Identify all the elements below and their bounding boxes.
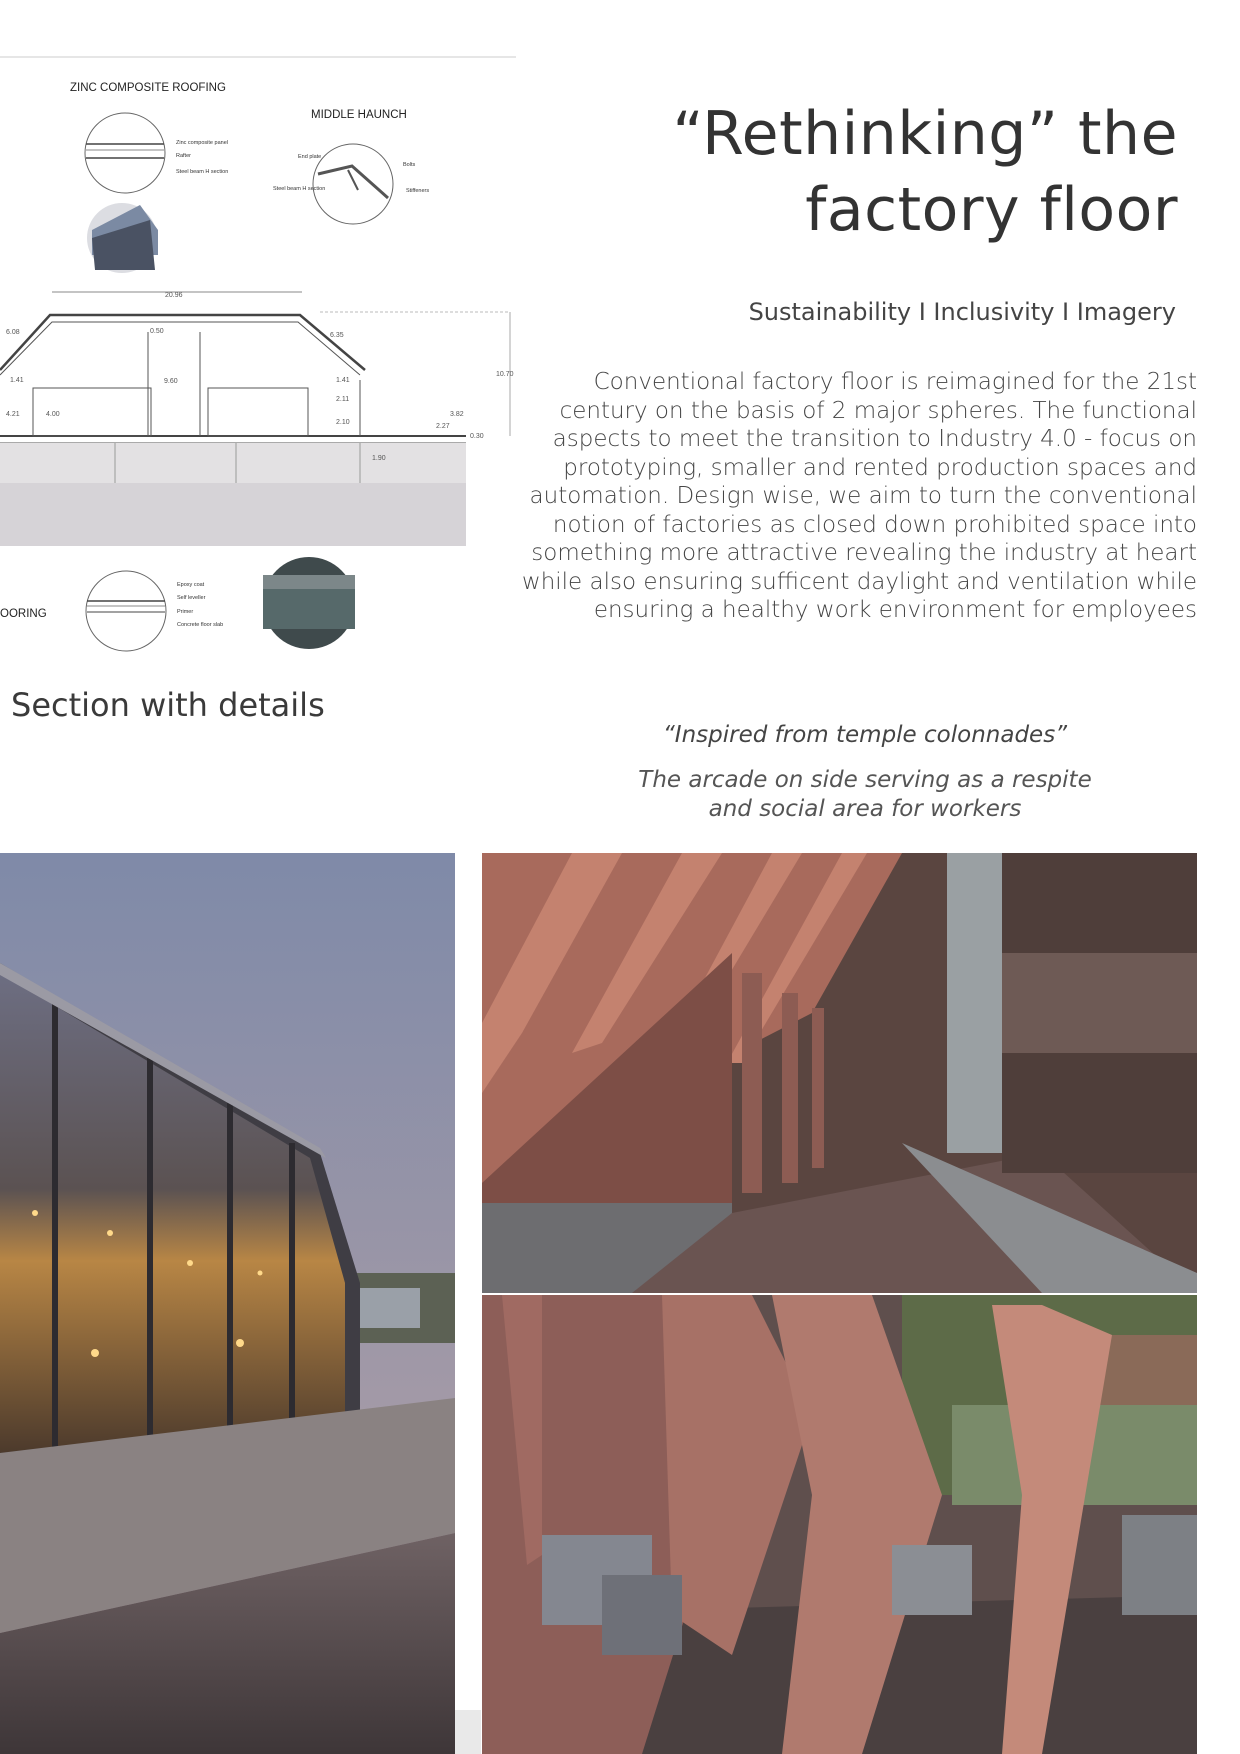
description-line: aspects to meet the transition to Industry 4.0 - focus on xyxy=(552,426,1197,452)
floor-detail-1: Epoxy coat xyxy=(177,582,205,588)
dim-height: 10.70 xyxy=(496,371,514,378)
description-line: century on the basis of 2 major spheres. The functional xyxy=(559,397,1197,424)
page-edge-marker xyxy=(455,1710,481,1754)
description-line: while also ensuring sufficent daylight and ventilation while xyxy=(521,568,1197,595)
haunch-detail-callout xyxy=(273,144,429,224)
arcade-photo-top xyxy=(482,853,1197,1293)
section-building xyxy=(0,292,510,443)
dim-depth: 1.90 xyxy=(372,455,386,462)
dim-step1: 3.82 xyxy=(450,411,464,418)
dim-span: 20.96 xyxy=(165,292,183,299)
quote: “Inspired from temple colonnades” xyxy=(662,722,1068,748)
dim-inner: 0.50 xyxy=(150,328,164,335)
tagline: Sustainability I Inclusivity I Imagery xyxy=(748,298,1176,326)
description-line: ensuring a healthy work environment for employees xyxy=(593,597,1197,623)
dim-step3: 0.30 xyxy=(470,433,484,440)
description-line: notion of factories as closed down prohibited space into xyxy=(552,511,1197,538)
dim-step2: 2.27 xyxy=(436,423,450,430)
page-title xyxy=(538,96,1178,248)
caption-line-1: The arcade on side serving as a respite xyxy=(638,767,1092,793)
caption-line-2: and social area for workers xyxy=(708,796,1022,822)
dim-left-slope: 6.08 xyxy=(6,329,20,336)
description-line: prototyping, smaller and rented production spaces and xyxy=(563,454,1197,481)
dim-right-b: 2.10 xyxy=(336,419,350,426)
roof-detail-2: Rafter xyxy=(176,153,191,159)
arcade-caption xyxy=(600,766,1130,824)
haunch-detail-3: Steel beam H section xyxy=(273,186,326,192)
roof-detail-3: Steel beam H section xyxy=(176,169,229,175)
section-title: Section with details xyxy=(11,686,325,724)
top-rule xyxy=(0,56,516,58)
dim-left-a: 4.21 xyxy=(6,411,20,418)
haunch-detail-1: End plate xyxy=(298,154,322,160)
haunch-detail-4: Stiffeners xyxy=(406,188,430,194)
title-line-2: factory floor xyxy=(805,175,1178,245)
roofing-label: ZINC COMPOSITE ROOFING xyxy=(70,82,226,94)
dim-left-low: 1.41 xyxy=(10,377,24,384)
description-line: Conventional factory floor is reimagined for the 21st xyxy=(593,369,1197,395)
floor-detail-callout xyxy=(86,571,223,651)
haunch-detail-2: Bolts xyxy=(403,162,416,168)
floor-detail-3: Primer xyxy=(177,609,194,615)
flooring-label: OORING xyxy=(0,608,47,620)
description-paragraph xyxy=(497,368,1197,625)
floor-detail-4: Concrete floor slab xyxy=(177,622,224,628)
floor-detail-2: Self leveller xyxy=(177,595,206,601)
section-drawing xyxy=(0,70,520,660)
dim-bay: 9.60 xyxy=(164,378,178,385)
arcade-photo-bottom xyxy=(482,1295,1197,1754)
dim-left-b: 4.00 xyxy=(46,411,60,418)
description-line: automation. Design wise, we aim to turn the conventional xyxy=(529,483,1197,509)
dim-right-low: 1.41 xyxy=(336,377,350,384)
haunch-label: MIDDLE HAUNCH xyxy=(311,109,407,121)
factory-exterior-photo xyxy=(0,853,455,1754)
roof-photo-thumb xyxy=(87,203,158,273)
dim-right-a: 2.11 xyxy=(336,396,350,403)
dim-right-slope: 6.35 xyxy=(330,332,344,339)
floor-photo-thumb xyxy=(263,557,355,649)
roof-detail-callout xyxy=(85,113,228,193)
roof-detail-1: Zinc composite panel xyxy=(176,140,228,146)
description-line: something more attractive revealing the industry at heart xyxy=(531,540,1197,566)
title-line-1: “Rethinking” the xyxy=(672,99,1178,169)
